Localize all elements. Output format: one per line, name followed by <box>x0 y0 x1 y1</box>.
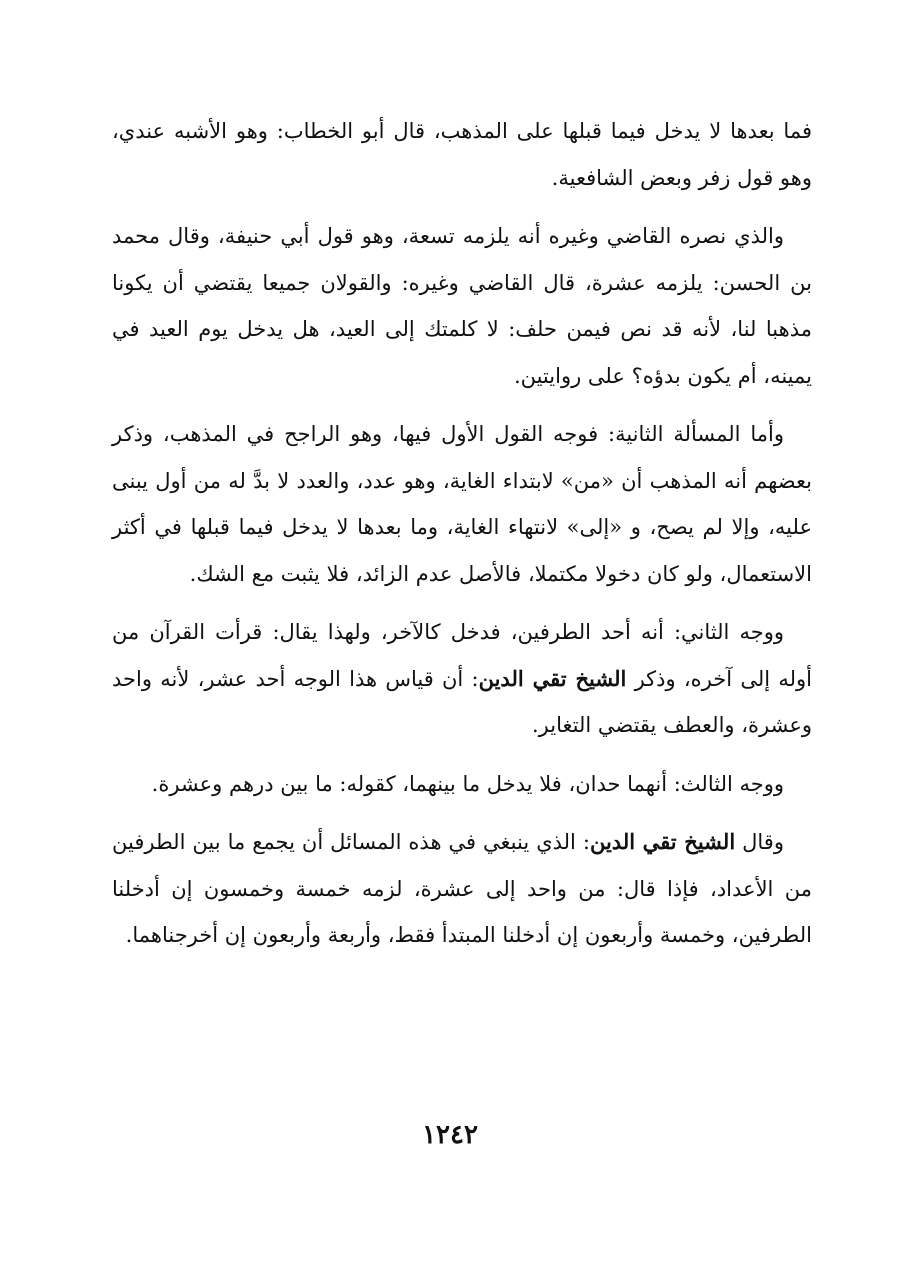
bold-name: الشيخ تقي الدين <box>589 829 736 854</box>
paragraph-text: : الذي ينبغي في هذه المسائل أن يجمع ما بين الطرفين من الأعداد، فإذا قال: من واحد إلى عشرة، لزمه خمسة وخمسون إن أدخلنا الطرفين، وخمسة وأربعون إن أدخلنا المبتدأ فقط، وأربعة وأربعون إن أخرجناهما. <box>112 830 812 947</box>
paragraph-text: والذي نصره القاضي وغيره أنه يلزمه تسعة، وهو قول أبي حنيفة، وقال محمد بن الحسن: يلزمه عشرة، قال القاضي وغيره: والقولان جميعا يقتضي أن يكونا مذهبا لنا، لأنه قد نص فيمن حلف: لا كلمتك إلى العيد، هل يدخل يوم العيد في يمينه، أم يكون بدؤه؟ على روايتين. <box>112 224 812 388</box>
paragraph-text: وأما المسألة الثانية: فوجه القول الأول فيها، وهو الراجح في المذهب، وذكر بعضهم أنه المذهب أن «من» لابتداء الغاية، وهو عدد، والعدد لا بدَّ له من أول يبنى عليه، وإلا لم يصح، و «إلى» لانتهاء الغاية، وما بعدها لا يدخل فيما قبلها في أكثر الاستعمال، ولو كان دخولا مكتملا، فالأصل عدم الزائد، فلا يثبت مع الشك. <box>112 422 812 586</box>
paragraph-6 <box>112 819 812 959</box>
page-number: ١٢٤٢ <box>422 1120 478 1150</box>
paragraph-4 <box>112 609 812 749</box>
paragraph-1 <box>112 108 812 201</box>
paragraph-text: ووجه الثاني: أنه أحد الطرفين، فدخل كالآخر، ولهذا يقال: قرأت القرآن من أوله إلى آخره، وذكر <box>112 620 812 691</box>
paragraph-2 <box>112 213 812 399</box>
bold-name: الشيخ تقي الدين <box>478 665 627 691</box>
paragraph-text: فما بعدها لا يدخل فيما قبلها على المذهب، قال أبو الخطاب: وهو الأشبه عندي، وهو قول زفر وبعض الشافعية. <box>112 119 812 190</box>
paragraph-text: وقال <box>735 830 784 854</box>
paragraph-3 <box>112 411 812 597</box>
body-text <box>112 108 812 971</box>
paragraph-5 <box>112 761 812 808</box>
paragraph-text: : أن قياس هذا الوجه أحد عشر، لأنه واحد وعشرة، والعطف يقتضي التغاير. <box>112 666 812 737</box>
paragraph-text: ووجه الثالث: أنهما حدان، فلا يدخل ما بينهما، كقوله: ما بين درهم وعشرة. <box>151 771 784 796</box>
